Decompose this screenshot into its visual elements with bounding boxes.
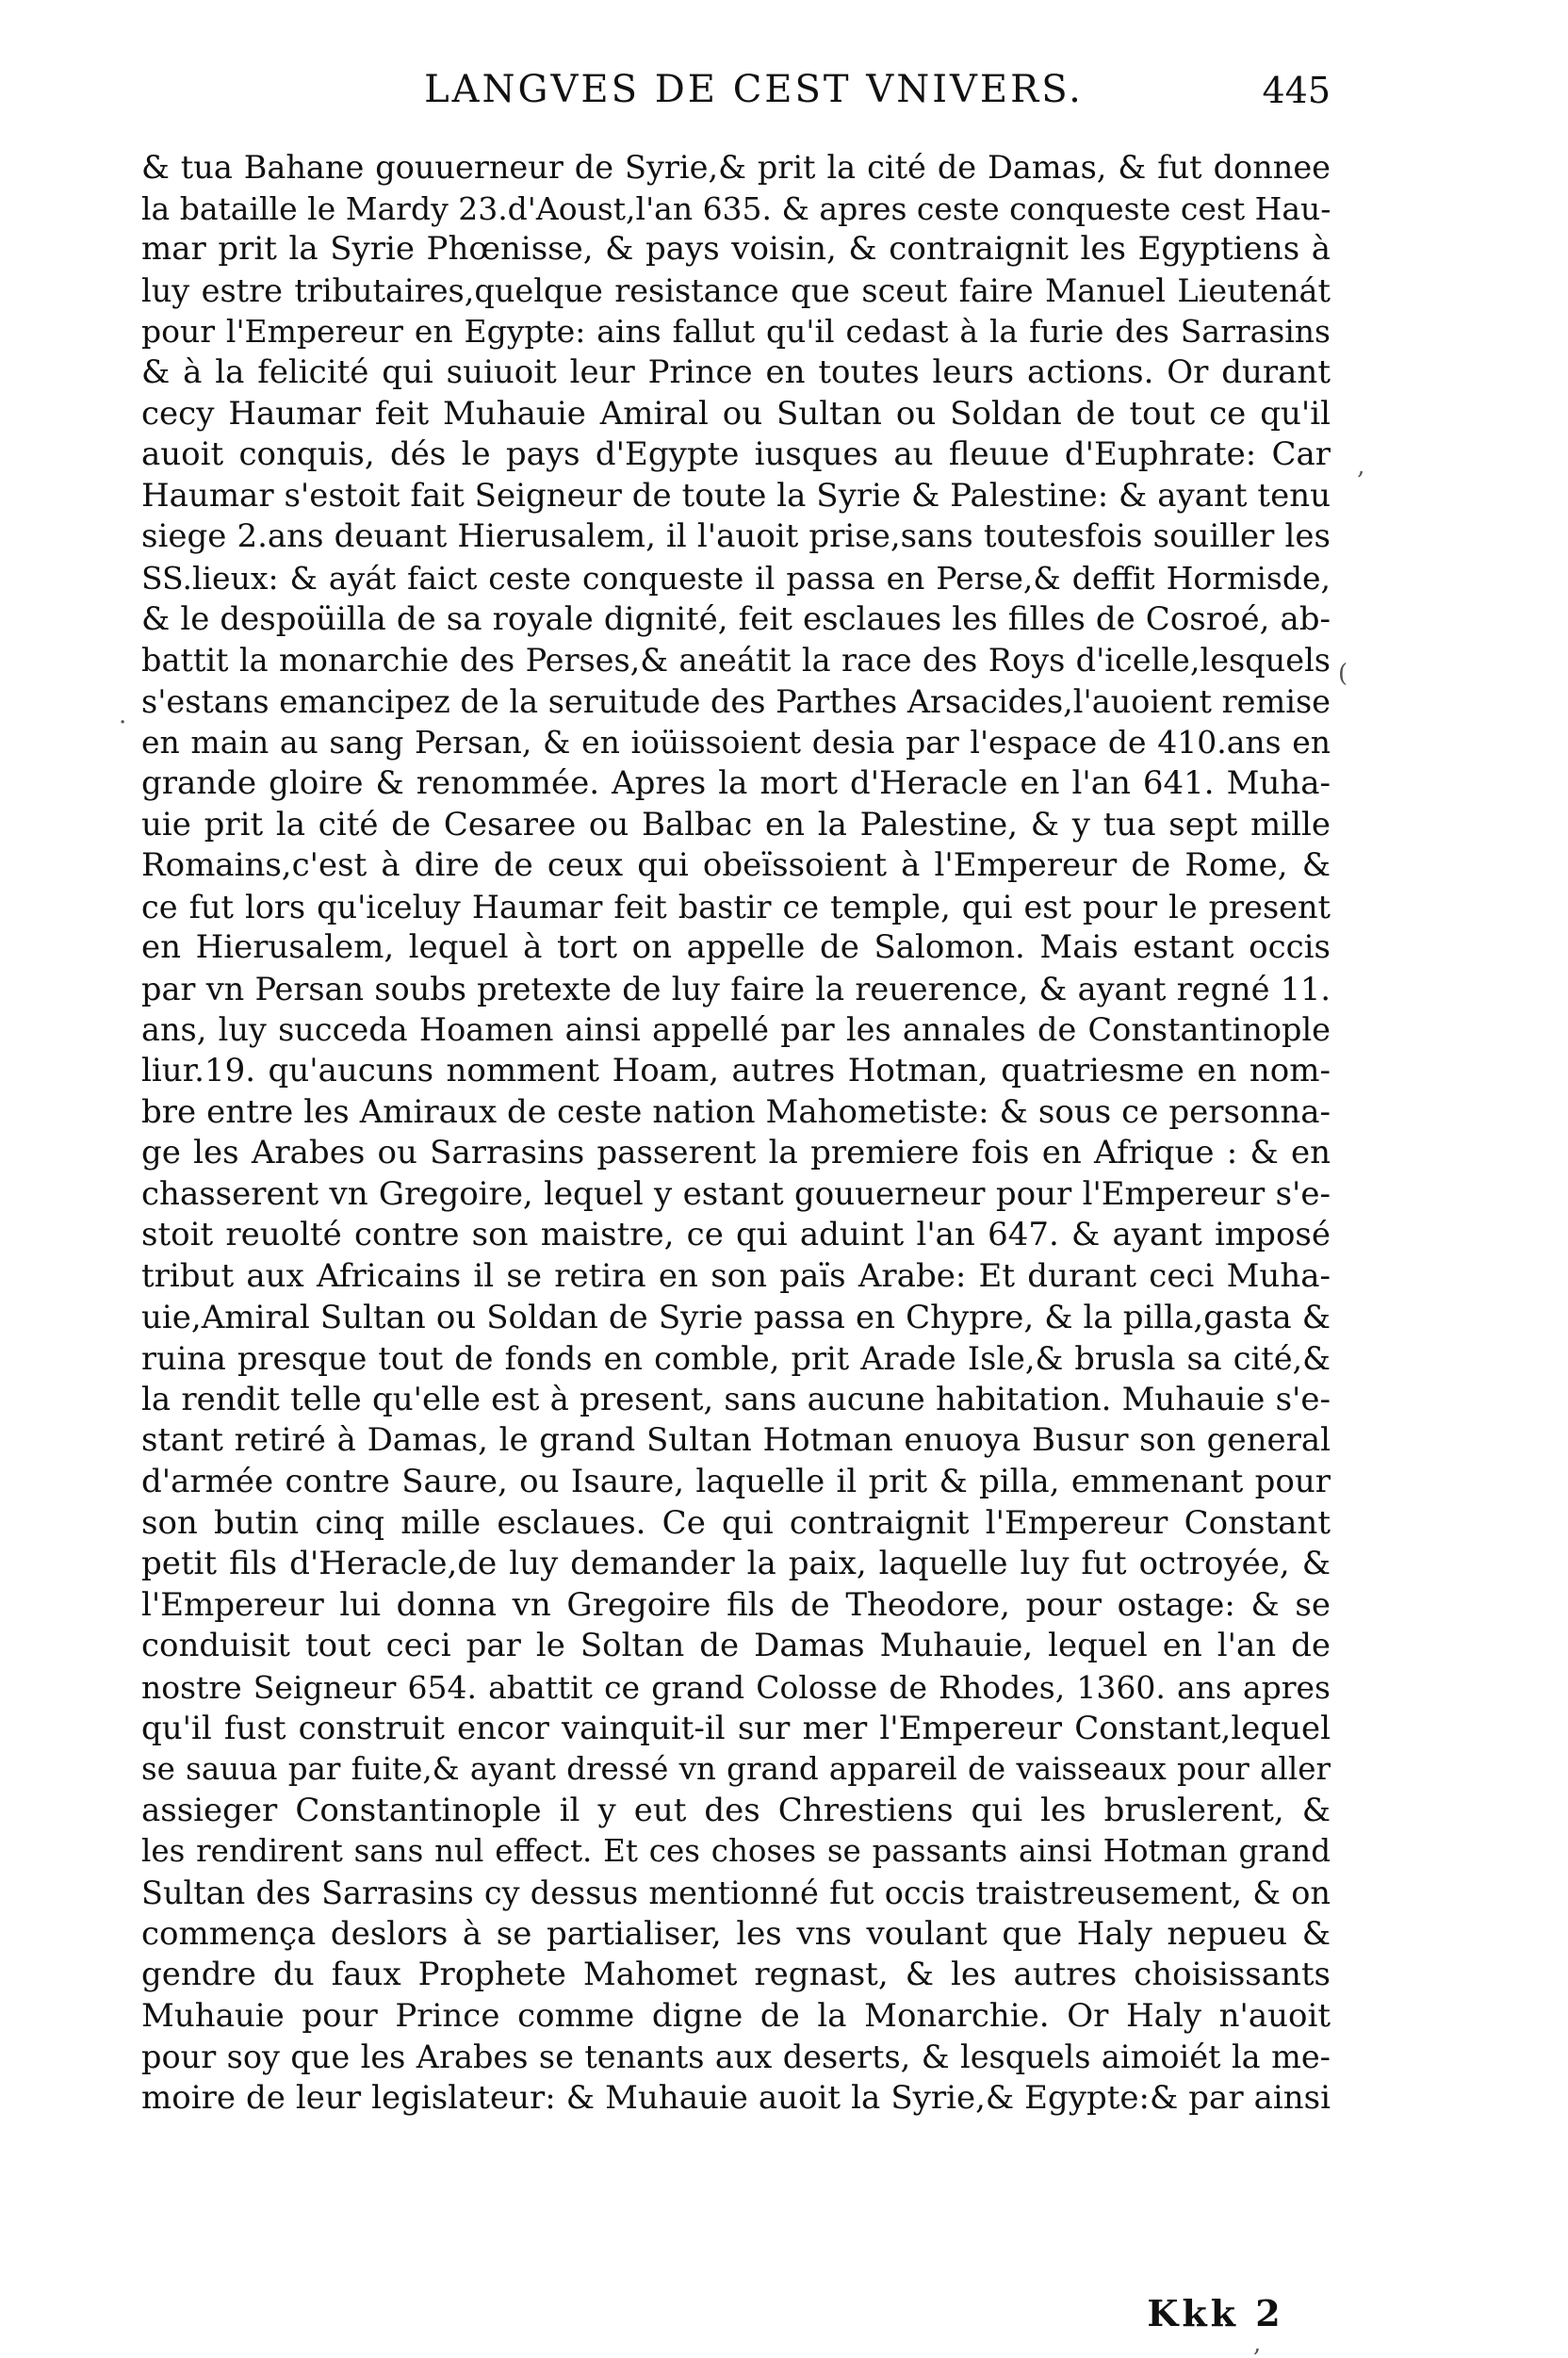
text-line: battit la monarchie des Perses,& aneátit la race des Roys d'icelle,lesquels: [141, 642, 1331, 680]
signature-mark: Kkk 2: [1147, 2292, 1284, 2334]
text-line: assieger Constantinople il y eut des Chrestiens qui les bruslerent, &: [141, 1791, 1331, 1829]
text-line: ce fut lors qu'iceluy Haumar feit bastir ce temple, qui est pour le present: [141, 888, 1331, 925]
text-line: pour soy que les Arabes se tenants aux deserts, & lesquels aimoiét la me-: [141, 2039, 1331, 2076]
text-line: ruina presque tout de fonds en comble, prit Arade Isle,& brusla sa cité,&: [141, 1340, 1331, 1378]
text-line: luy estre tributaires,quelque resistance que sceut faire Manuel Lieutenát: [141, 271, 1331, 309]
text-line: les rendirent sans nul effect. Et ces choses se passants ainsi Hotman grand: [141, 1833, 1331, 1870]
text-line: se sauua par fuite,& ayant dressé vn grand appareil de vaisseaux pour aller: [141, 1751, 1331, 1788]
text-line: Haumar s'estoit fait Seigneur de toute la Syrie & Palestine: & ayant tenu: [141, 476, 1331, 515]
text-line: liur.19. qu'aucuns nomment Hoam, autres Hotman, quatriesme en nom-: [141, 1052, 1331, 1090]
body-text: [141, 147, 1331, 2120]
text-line: Romains,c'est à dire de ceux qui obeïssoient à l'Empereur de Rome, &: [141, 846, 1331, 885]
text-line: conduisit tout ceci par le Soltan de Damas Muhauie, lequel en l'an de: [141, 1627, 1331, 1665]
text-line: d'armée contre Saure, ou Isaure, laquelle il prit & pilla, emmenant pour: [141, 1463, 1331, 1500]
text-line: tribut aux Africains il se retira en son païs Arabe: Et durant ceci Muha-: [141, 1257, 1331, 1296]
text-line: auoit conquis, dés le pays d'Egypte iusques au fleuue d'Euphrate: Car: [141, 435, 1331, 474]
text-line: la bataille le Mardy 23.d'Aoust,l'an 635. & apres ceste conqueste cest Hau-: [141, 189, 1331, 227]
text-line: Muhauie pour Prince comme digne de la Monarchie. Or Haly n'auoit: [141, 1996, 1331, 2035]
text-line: en Hierusalem, lequel à tort on appelle de Salomon. Mais estant occis: [141, 928, 1331, 967]
text-line: mar prit la Syrie Phœnisse, & pays voisin, & contraignit les Egyptiens à: [141, 230, 1331, 269]
text-line: & à la felicité qui suiuoit leur Prince en toutes leurs actions. Or durant: [141, 352, 1331, 391]
margin-mark: ‚: [1357, 452, 1365, 481]
text-line: la rendit telle qu'elle est à present, sans aucune habitation. Muhauie s'e-: [141, 1380, 1331, 1418]
text-line: & tua Bahane gouuerneur de Syrie,& prit la cité de Damas, & fut donnee: [141, 149, 1331, 186]
text-line: cecy Haumar feit Muhauie Amiral ou Sultan ou Soldan de tout ce qu'il: [141, 394, 1331, 433]
text-line: ans, luy succeda Hoamen ainsi appellé par les annales de Constantinople: [141, 1011, 1331, 1049]
text-line: ge les Arabes ou Sarrasins passerent la premiere fois en Afrique : & en: [141, 1134, 1331, 1172]
text-line: commença deslors à se partialiser, les vns voulant que Haly nepueu &: [141, 1914, 1331, 1953]
page-number: 445: [1262, 70, 1331, 111]
text-line: s'estans emancipez de la seruitude des Parthes Arsacides,l'auoient remise: [141, 682, 1331, 720]
text-line: par vn Persan soubs pretexte de luy faire la reuerence, & ayant regné 11.: [141, 970, 1331, 1007]
text-line: gendre du faux Prophete Mahomet regnast, & les autres choisissants: [141, 1956, 1331, 1994]
text-line: stant retiré à Damas, le grand Sultan Hotman enuoya Busur son general: [141, 1421, 1331, 1460]
text-line: uie,Amiral Sultan ou Soldan de Syrie passa en Chypre, & la pilla,gasta &: [141, 1298, 1331, 1336]
text-line: son butin cinq mille esclaues. Ce qui contraignit l'Empereur Constant: [141, 1503, 1331, 1542]
text-line: & le despoüilla de sa royale dignité, feit esclaues les filles de Cosroé, ab-: [141, 599, 1331, 638]
margin-mark: ,: [1253, 2330, 1262, 2358]
text-line: nostre Seigneur 654. abattit ce grand Colosse de Rhodes, 1360. ans apres: [141, 1668, 1331, 1706]
running-title: LANGVES DE CEST VNIVERS.: [424, 68, 1084, 111]
text-line: qu'il fust construit encor vainquit-il sur mer l'Empereur Constant,lequel: [141, 1709, 1331, 1747]
margin-mark: ·: [119, 709, 127, 737]
text-line: stoit reuolté contre son maistre, ce qui aduint l'an 647. & ayant imposé: [141, 1216, 1331, 1254]
text-line: moire de leur legislateur: & Muhauie auoit la Syrie,& Egypte:& par ainsi: [141, 2078, 1331, 2117]
text-line: chasserent vn Gregoire, lequel y estant gouuerneur pour l'Empereur s'e-: [141, 1174, 1331, 1213]
margin-mark: (: [1338, 660, 1348, 688]
text-line: siege 2.ans deuant Hierusalem, il l'auoit prise,sans toutesfois souiller les: [141, 517, 1331, 556]
text-line: en main au sang Persan, & en ioüissoient desia par l'espace de 410.ans en: [141, 724, 1331, 761]
text-line: pour l'Empereur en Egypte: ains fallut qu'il cedast à la furie des Sarrasins: [141, 313, 1331, 351]
text-line: Sultan des Sarrasins cy dessus mentionné fut occis traistreusement, & on: [141, 1874, 1331, 1911]
text-line: bre entre les Amiraux de ceste nation Mahometiste: & sous ce personna-: [141, 1092, 1331, 1131]
text-line: petit fils d'Heracle,de luy demander la paix, laquelle luy fut octroyée, &: [141, 1545, 1331, 1583]
text-line: uie prit la cité de Cesaree ou Balbac en la Palestine, & y tua sept mille: [141, 805, 1331, 843]
text-line: SS.lieux: & ayát faict ceste conqueste il passa en Perse,& deffit Hormisde,: [141, 559, 1331, 597]
text-line: grande gloire & renommée. Apres la mort d'Heracle en l'an 641. Muha-: [141, 763, 1331, 802]
text-line: l'Empereur lui donna vn Gregoire fils de Theodore, pour ostage: & se: [141, 1585, 1331, 1624]
